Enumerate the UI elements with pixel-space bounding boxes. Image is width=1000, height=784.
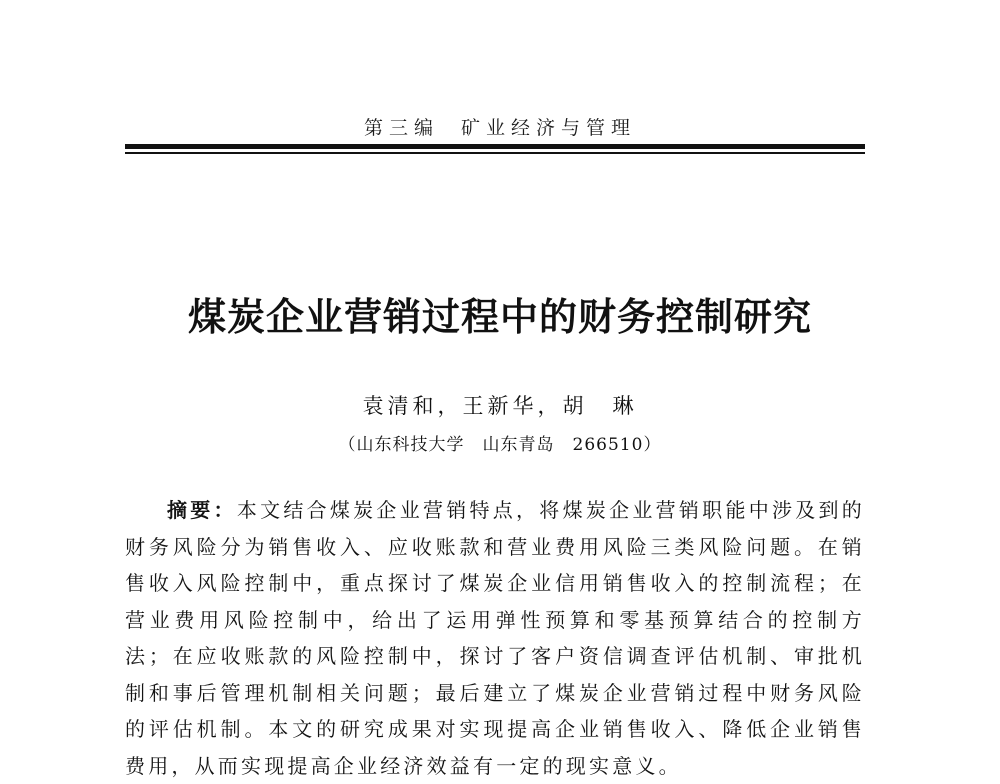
paper-authors: 袁清和，王新华，胡 琳	[362, 394, 638, 418]
abstract-label: 摘要：	[167, 498, 237, 522]
header-rule-thick	[125, 144, 865, 149]
abstract-text: 本文结合煤炭企业营销特点，将煤炭企业营销职能中涉及到的财务风险分为销售收入、应收账款和营业费用风险三类风险问题。在销售收入风险控制中，重点探讨了煤炭企业信用销售收入的控制流程；在营业费用风险控制中，给出了运用弹性预算和零基预算结合的控制方法；在应收账款的风险控制中，探讨了客户资信调查评估机制、审批机制和事后管理机制相关问题；最后建立了煤炭企业营销过程中财务风险的评估机制。本文的研究成果对实现提高企业销售收入、降低企业销售费用，从而实现提高企业经济效益有一定的现实意义。	[125, 498, 865, 778]
paper-title: 煤炭企业营销过程中的财务控制研究	[187, 295, 812, 339]
header-rule-thin	[125, 152, 865, 154]
section-label: 第三编	[363, 117, 439, 139]
paper-affiliation: （山东科技大学 山东青岛 266510）	[338, 435, 662, 455]
abstract	[125, 492, 865, 784]
running-header	[0, 113, 1000, 140]
section-topic: 矿业经济与管理	[461, 117, 637, 139]
